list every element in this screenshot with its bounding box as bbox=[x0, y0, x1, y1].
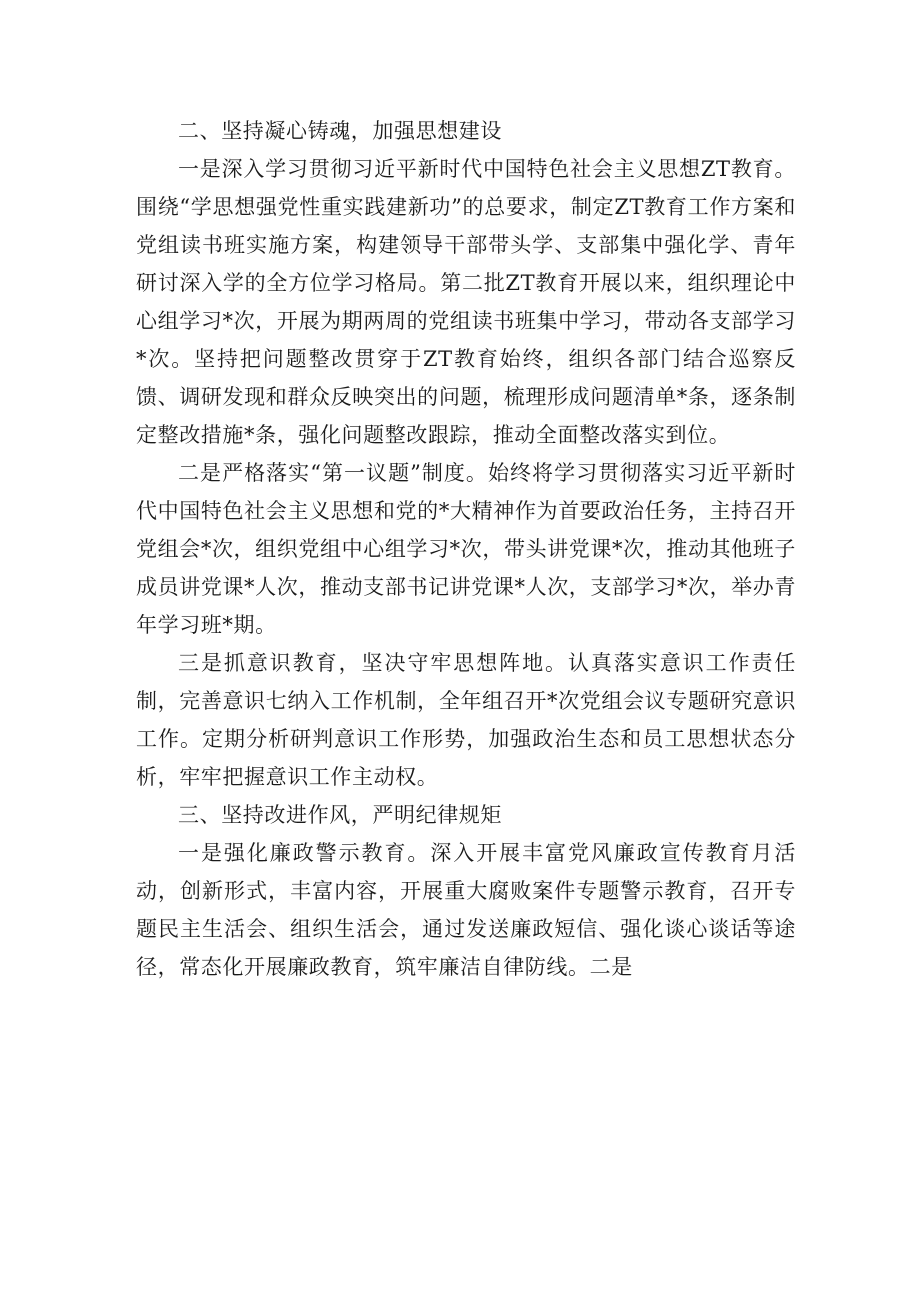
document-body bbox=[136, 112, 796, 986]
paragraph-ideology-education: 三是抓意识教育，坚决守牢思想阵地。认真落实意识工作责任制，完善意识七纳入工作机制，全年组召开*次党组会议专题研究意识工作。定期分析研判意识工作形势，加强政治生态和员工思想状态分析，牢牢把握意识工作主动权。 bbox=[136, 651, 796, 789]
paragraph-integrity-education: 一是强化廉政警示教育。深入开展丰富党风廉政宣传教育月活动，创新形式，丰富内容，开展重大腐败案件专题警示教育，召开专题民主生活会、组织生活会，通过发送廉政短信、强化谈心谈话等途径，常态化开展廉政教育，筑牢廉洁自律防线。二是 bbox=[136, 841, 796, 979]
section-heading-2: 二、坚持凝心铸魂，加强思想建设 bbox=[178, 119, 502, 143]
section-heading-3: 三、坚持改进作风，严明纪律规矩 bbox=[178, 803, 502, 827]
paragraph-first-topic: 二是严格落实“第一议题”制度。始终将学习贯彻落实习近平新时代中国特色社会主义思想和党的*大精神作为首要政治任务，主持召开党组会*次，组织党组中心组学习*次，带头讲党课*次，推动其他班子成员讲党课*人次，推动支部书记讲党课*人次，支部学习*次，举办青年学习班*期。 bbox=[136, 461, 796, 637]
paragraph-study-education: 一是深入学习贯彻习近平新时代中国特色社会主义思想ZT教育。围绕“学思想强党性重实践建新功”的总要求，制定ZT教育工作方案和党组读书班实施方案，构建领导干部带头学、支部集中强化学、青年研讨深入学的全方位学习格局。第二批ZT教育开展以来，组织理论中心组学习*次，开展为期两周的党组读书班集中学习，带动各支部学习*次。坚持把问题整改贯穿于ZT教育始终，组织各部门结合巡察反馈、调研发现和群众反映突出的问题，梳理形成问题清单*条，逐条制定整改措施*条，强化问题整改跟踪，推动全面整改落实到位。 bbox=[136, 157, 796, 447]
